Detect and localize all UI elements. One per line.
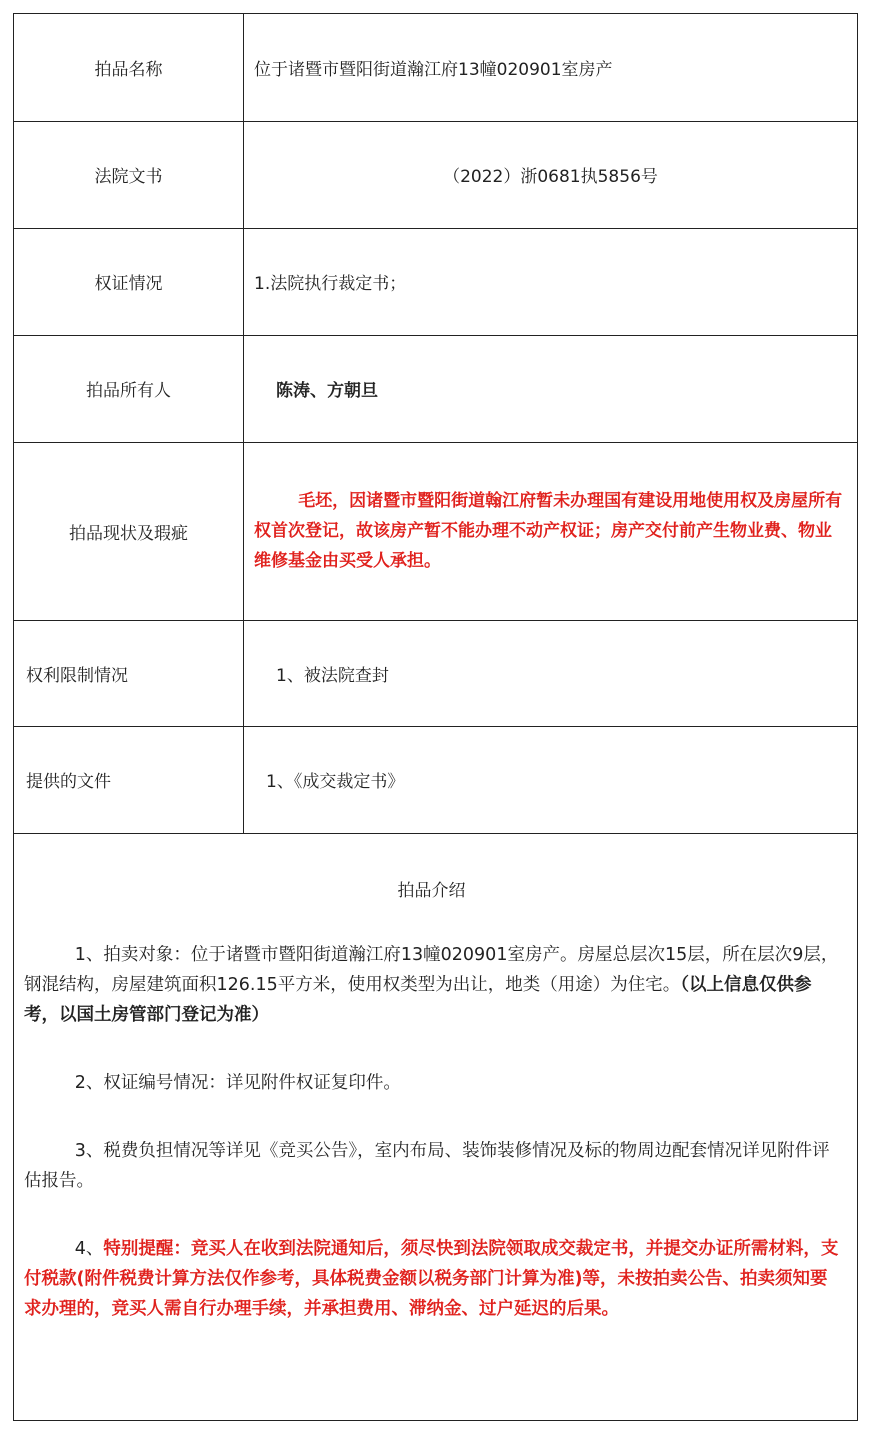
value-condition-defects xyxy=(244,442,858,620)
auction-info-table xyxy=(14,14,857,834)
label-court-document: 法院文书 xyxy=(14,121,244,228)
value-rights-restriction: 1、被法院查封 xyxy=(244,620,858,726)
label-owner: 拍品所有人 xyxy=(14,335,244,442)
intro-p4-prefix: 4、 xyxy=(74,1238,104,1259)
label-certificate-status: 权证情况 xyxy=(14,228,244,335)
condition-defects-text: 毛坯，因诸暨市暨阳街道翰江府暂未办理国有建设用地使用权及房屋所有权首次登记，故该房产暂不能办理不动产权证；房产交付前产生物业费、物业维修基金由买受人承担。 xyxy=(254,491,843,571)
intro-paragraph-4 xyxy=(24,1234,839,1324)
intro-paragraph-3: 3、税费负担情况等详见《竞买公告》，室内布局、装饰装修情况及标的物周边配套情况详见附件评估报告。 xyxy=(24,1140,830,1191)
intro-p1-text: 1、拍卖对象：位于诸暨市暨阳街道瀚江府13幢020901室房产。房屋总层次15层，所在层次9层，钢混结构，房屋建筑面积126.15平方米，使用权类型为出让，地类（用途）为住宅。 xyxy=(24,944,839,995)
value-certificate-status: 1.法院执行裁定书； xyxy=(244,228,858,335)
row-owner xyxy=(14,335,857,442)
row-provided-files xyxy=(14,726,857,833)
value-provided-files: 1、《成交裁定书》 xyxy=(244,726,858,833)
intro-p4-special-reminder: 特别提醒：竞买人在收到法院通知后，须尽快到法院领取成交裁定书，并提交办证所需材料，支付税款(附件税费计算方法仅作参考，具体税费金额以税务部门计算为准)等，未按拍卖公告、拍卖须知要求办理的，竞买人需自行办理手续，并承担费用、滞纳金、过户延迟的后果。 xyxy=(24,1238,839,1319)
item-introduction xyxy=(14,876,857,1324)
intro-paragraph-2: 2、权证编号情况：详见附件权证复印件。 xyxy=(74,1072,401,1093)
label-provided-files: 提供的文件 xyxy=(14,726,244,833)
row-certificate-status xyxy=(14,228,857,335)
value-court-document: （2022）浙0681执5856号 xyxy=(244,121,858,228)
label-condition-defects: 拍品现状及瑕疵 xyxy=(14,442,244,620)
intro-p1-note: （以上信息仅供参考，以国土房管部门登记为准） xyxy=(24,974,812,1025)
intro-paragraph-1 xyxy=(24,940,839,1030)
value-owner: 陈涛、方朝旦 xyxy=(244,335,858,442)
value-item-name: 位于诸暨市暨阳街道瀚江府13幢020901室房产 xyxy=(244,14,858,121)
auction-info-sheet xyxy=(13,13,858,1421)
row-condition-defects xyxy=(14,442,857,620)
label-item-name: 拍品名称 xyxy=(14,14,244,121)
intro-title: 拍品介绍 xyxy=(397,880,466,901)
label-rights-restriction: 权利限制情况 xyxy=(14,620,244,726)
row-item-name xyxy=(14,14,857,121)
row-court-document xyxy=(14,121,857,228)
row-rights-restriction xyxy=(14,620,857,726)
